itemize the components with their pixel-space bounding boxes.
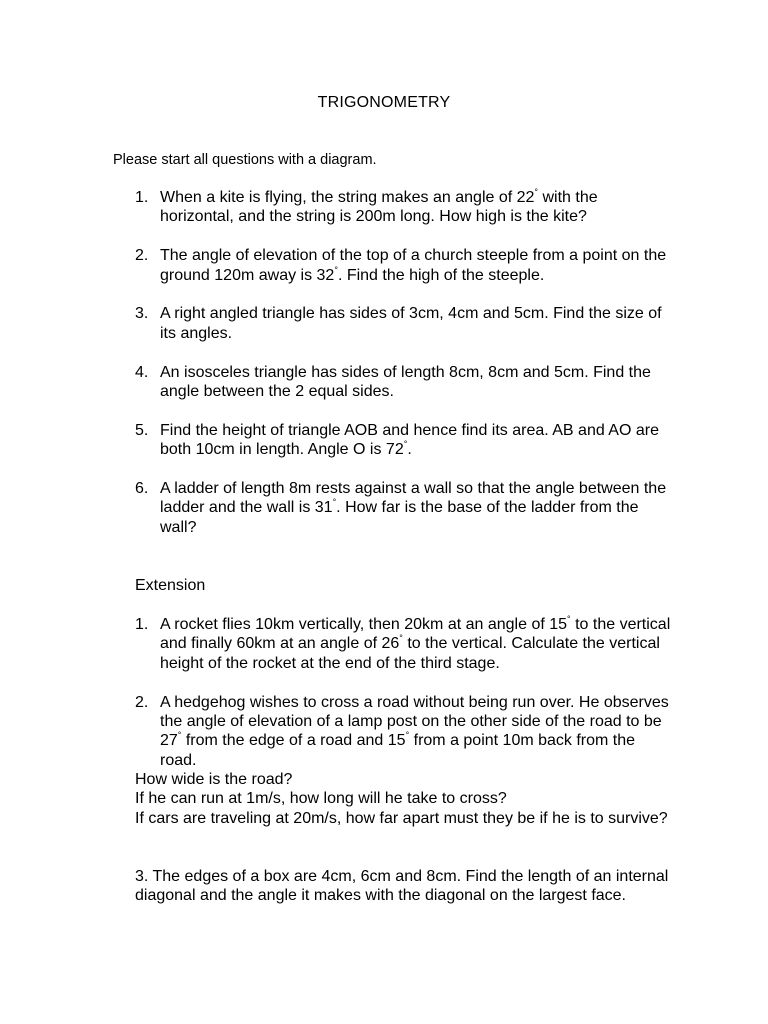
- degree-symbol: °: [334, 264, 338, 275]
- extension-question-3: 3. The edges of a box are 4cm, 6cm and 8cm. Find the length of an internal diagonal and the angle it makes with the diagonal on the largest face.: [135, 868, 669, 905]
- question-text: When a kite is flying, the string makes an angle of 22° with the horizontal, and the string is 200m long. How high is the kite?: [160, 187, 598, 226]
- question-number: 5.: [135, 421, 149, 439]
- question-text: A rocket flies 10km vertically, then 20km at an angle of 15° to the vertical and finally 60km at an angle of 26° to the vertical. Calculate the vertical height of the rocket at the end of the third stage.: [160, 614, 671, 672]
- question-item: [135, 479, 675, 537]
- degree-symbol: °: [332, 497, 337, 508]
- degree-symbol: °: [177, 730, 182, 741]
- question-item: [135, 188, 675, 227]
- question-item: [135, 421, 675, 460]
- extension-question-item: [135, 693, 675, 771]
- question-number: 2.: [135, 247, 149, 265]
- question-text: A right angled triangle has sides of 3cm, 4cm and 5cm. Find the size of its angles.: [160, 305, 662, 342]
- followup-question: If he can run at 1m/s, how long will he take to cross?: [135, 790, 507, 808]
- question-item: [135, 246, 675, 285]
- question-text: A ladder of length 8m rests against a wall so that the angle between the ladder and the wall is 31°. How far is the base of the ladder from the wall?: [160, 480, 667, 536]
- followup-questions: [135, 770, 675, 828]
- degree-symbol: °: [534, 187, 539, 197]
- followup-question: If cars are traveling at 20m/s, how far apart must they be if he is to survive?: [135, 809, 668, 827]
- extension-question-item: [135, 615, 675, 673]
- question-item: [135, 363, 675, 402]
- instructions: Please start all questions with a diagram.: [113, 152, 377, 168]
- question-text: An isosceles triangle has sides of length 8cm, 8cm and 5cm. Find the angle between the 2 equal sides.: [160, 363, 651, 401]
- question-text: A hedgehog wishes to cross a road without being run over. He observes the angle of elevation of a lamp post on the other side of the road to be 27° from the edge of a road and 15° from a point 10m back from the road.: [160, 693, 669, 769]
- question-item: [135, 304, 675, 343]
- followup-question: How wide is the road?: [135, 771, 293, 788]
- extension-question-list: [135, 615, 675, 790]
- question-number: 1.: [135, 616, 149, 633]
- question-number: 2.: [135, 693, 149, 711]
- degree-symbol: °: [567, 614, 571, 624]
- question-number: 3.: [135, 305, 149, 323]
- degree-symbol: °: [399, 633, 403, 644]
- question-list: [135, 188, 675, 557]
- question-number: 6.: [135, 480, 149, 498]
- question-text: The angle of elevation of the top of a church steeple from a point on the ground 120m away is 32°. Find the high of the steeple.: [160, 247, 667, 284]
- extension-heading: Extension: [135, 577, 206, 594]
- degree-symbol: °: [403, 439, 408, 450]
- degree-symbol: °: [405, 730, 410, 741]
- page-title: TRIGONOMETRY: [317, 94, 451, 111]
- question-number: 1.: [135, 189, 149, 206]
- question-number: 4.: [135, 363, 149, 381]
- question-text: Find the height of triangle AOB and hence find its area. AB and AO are both 10cm in length. Angle O is 72°.: [160, 421, 659, 459]
